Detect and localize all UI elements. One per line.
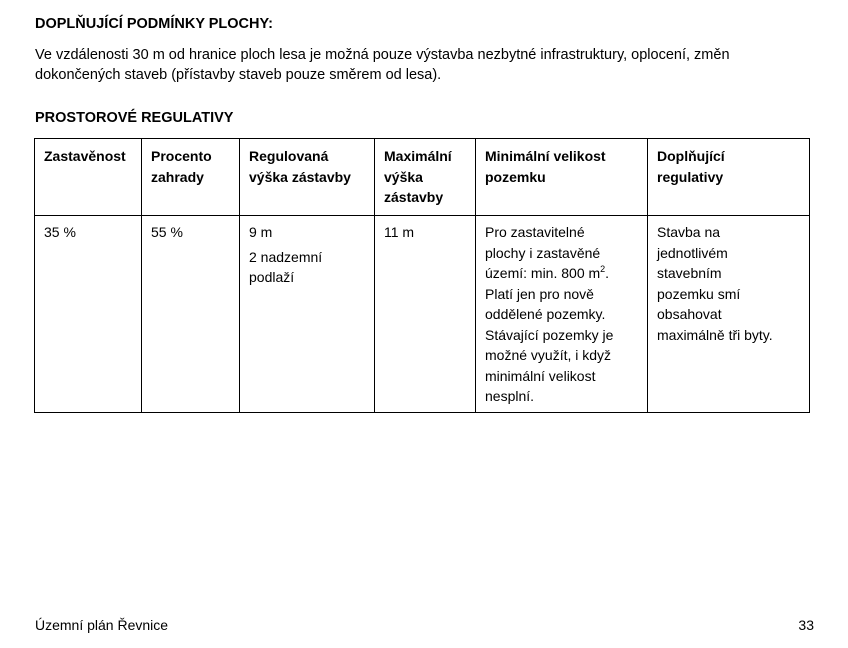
header-text: zahrady bbox=[151, 168, 204, 185]
header-text: Maximální bbox=[384, 148, 452, 164]
header-cell-minimalni-velikost bbox=[476, 139, 648, 216]
cell-text: minimální velikost bbox=[485, 367, 596, 384]
table-header-row bbox=[35, 139, 810, 216]
cell-text: plochy i zastavěné bbox=[485, 244, 601, 261]
header-cell-doplnujici-regulativy bbox=[648, 139, 810, 216]
header-text: Procento bbox=[151, 148, 212, 164]
cell-text: stavebním bbox=[657, 265, 722, 281]
cell-text: Stávající pozemky je bbox=[485, 326, 614, 343]
header-cell-regulovana-vyska bbox=[240, 139, 375, 216]
cell-text: oddělené pozemky. bbox=[485, 306, 606, 322]
cell-text: jednotlivém bbox=[657, 244, 728, 261]
header-text: pozemku bbox=[485, 168, 546, 185]
cell-text: území: min. 800 m bbox=[485, 265, 601, 281]
conditions-paragraph-line-1: Ve vzdálenosti 30 m od hranice ploch lesa je možná pouze výstavba nezbytné infrastruktury, oplocení, změn bbox=[35, 47, 730, 63]
header-text: regulativy bbox=[657, 168, 724, 185]
table-row bbox=[35, 216, 810, 413]
cell-text: 9 m bbox=[249, 224, 273, 240]
header-text: výška zástavby bbox=[249, 168, 351, 185]
cell-text: maximálně tři byty. bbox=[657, 326, 773, 343]
cell-text: 35 % bbox=[44, 224, 76, 240]
cell-text: Stavba na bbox=[657, 224, 721, 240]
cell-text: nesplní. bbox=[485, 388, 535, 404]
cell-maximalni-vyska bbox=[375, 216, 476, 413]
cell-text: 2 nadzemní bbox=[249, 248, 323, 265]
header-text: výška bbox=[384, 168, 423, 185]
conditions-heading: DOPLŇUJÍCÍ PODMÍNKY PLOCHY: bbox=[35, 16, 273, 32]
cell-procento-zahrady bbox=[142, 216, 240, 413]
header-cell-maximalni-vyska bbox=[375, 139, 476, 216]
regulations-heading: PROSTOROVÉ REGULATIVY bbox=[35, 110, 234, 126]
footer-document-title: Územní plán Řevnice bbox=[35, 617, 169, 633]
cell-text: 55 % bbox=[151, 224, 183, 240]
cell-text: 11 m bbox=[384, 224, 415, 240]
conditions-paragraph-line-2: dokončených staveb (přístavby staveb pouze směrem od lesa). bbox=[35, 67, 442, 83]
cell-text: pozemku smí bbox=[657, 285, 741, 302]
header-text: Zastavěnost bbox=[44, 148, 126, 164]
superscript: 2 bbox=[600, 264, 606, 274]
header-text: Minimální velikost bbox=[485, 148, 606, 164]
cell-text: . bbox=[605, 265, 610, 281]
cell-text-with-superscript bbox=[485, 263, 638, 284]
cell-minimalni-velikost bbox=[476, 216, 648, 413]
cell-text: možné využít, i když bbox=[485, 347, 612, 363]
cell-text: podlaží bbox=[249, 269, 295, 285]
conditions-paragraph bbox=[35, 45, 815, 85]
header-text: Doplňující bbox=[657, 148, 725, 164]
cell-text: Platí jen pro nově bbox=[485, 285, 594, 302]
page-number: 33 bbox=[798, 617, 814, 633]
header-text: zástavby bbox=[384, 189, 444, 205]
cell-regulovana-vyska bbox=[240, 216, 375, 413]
regulations-table bbox=[34, 138, 810, 413]
cell-zastavenost bbox=[35, 216, 142, 413]
cell-text: obsahovat bbox=[657, 306, 722, 322]
header-text: Regulovaná bbox=[249, 148, 329, 164]
cell-doplnujici-regulativy bbox=[648, 216, 810, 413]
cell-text: Pro zastavitelné bbox=[485, 224, 585, 240]
header-cell-procento-zahrady bbox=[142, 139, 240, 216]
header-cell-zastavenost bbox=[35, 139, 142, 216]
